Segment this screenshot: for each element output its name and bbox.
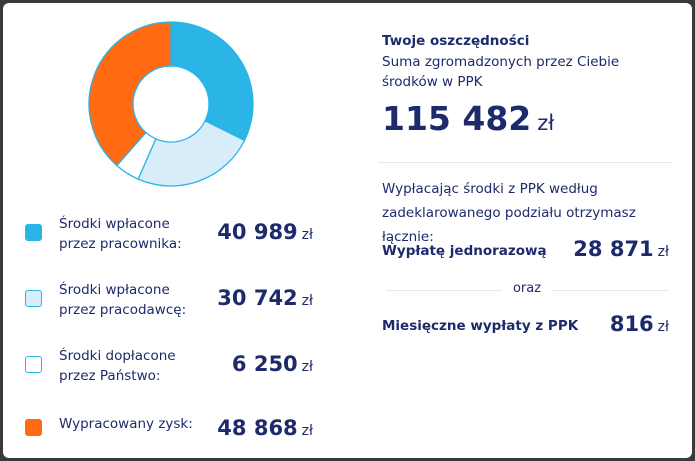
savings-donut-chart: [87, 20, 255, 188]
legend-swatch: [25, 419, 42, 436]
legend-label-line2: przez pracownika:: [59, 236, 182, 252]
savings-title: Twoje oszczędności: [382, 33, 530, 49]
legend-amount: 6 250: [231, 352, 298, 376]
legend-item-state: [25, 346, 325, 396]
ppk-savings-panel: [3, 3, 692, 458]
legend-label-line1: Środki wpłacone: [59, 216, 170, 232]
monthly-unit: zł: [657, 319, 669, 335]
legend-amount: 40 989: [217, 220, 298, 244]
legend-amount: 48 868: [217, 416, 298, 440]
lump-sum-amount: 28 871: [573, 237, 654, 261]
legend-label-line1: Środki wpłacone: [59, 282, 170, 298]
legend-label: [59, 280, 219, 320]
legend-swatch: [25, 356, 42, 373]
lump-sum-label: Wypłatę jednorazową: [382, 243, 547, 259]
monthly-value: [610, 312, 669, 336]
legend-label-line1: Wypracowany zysk:: [59, 416, 193, 432]
legend-value: [217, 416, 313, 440]
legend-item-employer: [25, 280, 325, 330]
legend-label-line2: przez Państwo:: [59, 368, 161, 384]
lump-sum-value: [573, 237, 669, 261]
section-divider: [378, 162, 672, 163]
or-separator: oraz: [502, 281, 552, 296]
legend-label: [59, 214, 219, 254]
legend-item-profit: [25, 414, 325, 458]
lump-sum-row: [382, 237, 669, 265]
legend-value: [217, 220, 313, 244]
savings-total-amount: 115 482: [382, 99, 532, 138]
monthly-amount: 816: [609, 312, 654, 336]
monthly-label: Miesięczne wypłaty z PPK: [382, 318, 579, 334]
legend-unit: zł: [301, 423, 313, 439]
summary-panel: [378, 3, 673, 458]
legend-unit: zł: [301, 359, 313, 375]
lump-sum-unit: zł: [657, 244, 669, 260]
legend-label: [59, 346, 219, 386]
legend-label-line2: przez pracodawcę:: [59, 302, 187, 318]
savings-total-unit: zł: [537, 111, 555, 135]
legend-unit: zł: [301, 293, 313, 309]
legend-swatch: [25, 224, 42, 241]
savings-total: [382, 99, 554, 138]
legend-amount: 30 742: [217, 286, 298, 310]
savings-description: Suma zgromadzonych przez Ciebie środków w PPK: [382, 54, 620, 90]
legend-swatch: [25, 290, 42, 307]
legend-unit: zł: [301, 227, 313, 243]
monthly-row: [382, 312, 669, 340]
legend-item-employee: [25, 214, 325, 264]
legend-label-line1: Środki dopłacone: [59, 348, 176, 364]
legend-label: [59, 414, 219, 434]
donut-slice-0: [171, 22, 253, 140]
legend-value: [232, 352, 313, 376]
withdrawal-description: Wypłacając środki z PPK według zadeklarowanego podziału otrzymasz łącznie:: [382, 181, 636, 245]
legend-value: [217, 286, 313, 310]
